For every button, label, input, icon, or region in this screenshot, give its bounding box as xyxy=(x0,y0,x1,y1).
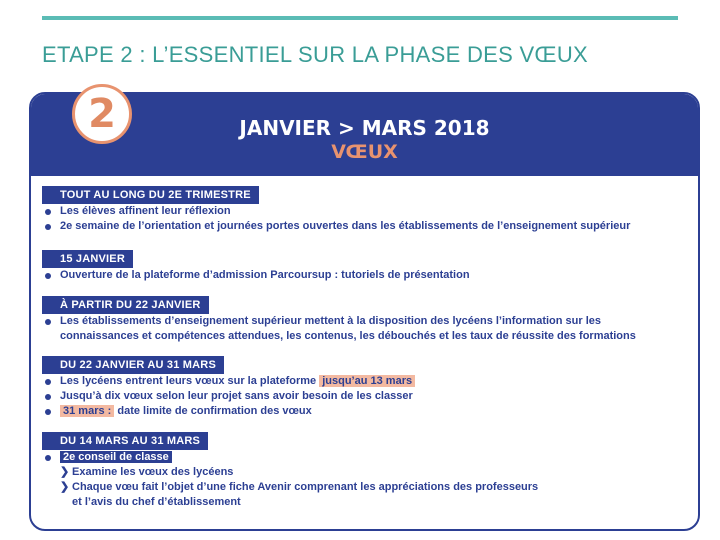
list-item: Les lycéens entrent leurs vœux sur la plateforme jusqu’au 13 mars xyxy=(42,374,415,389)
slide-title: ETAPE 2 : L’ESSENTIEL SUR LA PHASE DES VŒUX xyxy=(42,42,588,67)
bullet-dot-icon xyxy=(45,224,51,230)
step-number-badge: 2 xyxy=(72,84,132,144)
list-item-continuation: connaissances et compétences attendues, les contenus, les débouchés et les taux de réussite des formations xyxy=(60,330,636,342)
section-label: DU 22 JANVIER AU 31 MARS xyxy=(42,356,224,374)
section-label: 15 JANVIER xyxy=(42,250,133,268)
section-label: À PARTIR DU 22 JANVIER xyxy=(42,296,209,314)
list-item: 31 mars : date limite de confirmation des vœux xyxy=(42,404,415,419)
period-heading: JANVIER > MARS 2018 xyxy=(239,116,490,140)
bullet-dot-icon xyxy=(45,455,51,461)
timeline-card xyxy=(29,92,700,531)
list-item: Ouverture de la plateforme d’admission Parcoursup : tutoriels de présentation xyxy=(42,268,470,283)
list-item xyxy=(42,450,538,465)
section-label: TOUT AU LONG DU 2E TRIMESTRE xyxy=(42,186,259,204)
bullet-dot-icon xyxy=(45,409,51,415)
phase-subtitle: VŒUX xyxy=(331,141,398,163)
bullet-dot-icon xyxy=(45,379,51,385)
list-item: 2e semaine de l’orientation et journées portes ouvertes dans les établissements de l’enseignement supérieur xyxy=(42,219,630,234)
sub-list-item-continuation: et l’avis du chef d’établissement xyxy=(72,496,241,508)
bullet-dot-icon xyxy=(45,209,51,215)
list-item: Les établissements d’enseignement supérieur mettent à la disposition des lycéens l’information sur les xyxy=(42,314,636,329)
bullet-dot-icon xyxy=(45,394,51,400)
section-14-mar-to-31-mar xyxy=(42,431,538,510)
section-15-january xyxy=(42,249,470,283)
sub-list-item: ❯ Chaque vœu fait l’objet d’une fiche Avenir comprenant les appréciations des professeurs xyxy=(60,481,539,493)
section-2nd-trimester xyxy=(42,185,630,234)
chevron-right-icon: ❯ xyxy=(60,466,70,478)
list-item: Jusqu’à dix vœux selon leur projet sans avoir besoin de les classer xyxy=(42,389,415,404)
section-label: DU 14 MARS AU 31 MARS xyxy=(42,432,208,450)
section-22-jan-to-31-mar xyxy=(42,355,415,419)
sub-list-item: ❯ Examine les vœux des lycéens xyxy=(60,466,234,478)
chevron-right-icon: ❯ xyxy=(60,481,70,493)
deadline-highlight: jusqu’au 13 mars xyxy=(319,375,415,387)
section-from-22-january xyxy=(42,295,636,344)
bullet-dot-icon xyxy=(45,273,51,279)
list-item: Les élèves affinent leur réflexion xyxy=(42,204,630,219)
bullet-dot-icon xyxy=(45,319,51,325)
title-divider-line xyxy=(42,16,678,20)
deadline-highlight: 31 mars : xyxy=(60,405,114,417)
class-council-badge: 2e conseil de classe xyxy=(60,451,172,463)
